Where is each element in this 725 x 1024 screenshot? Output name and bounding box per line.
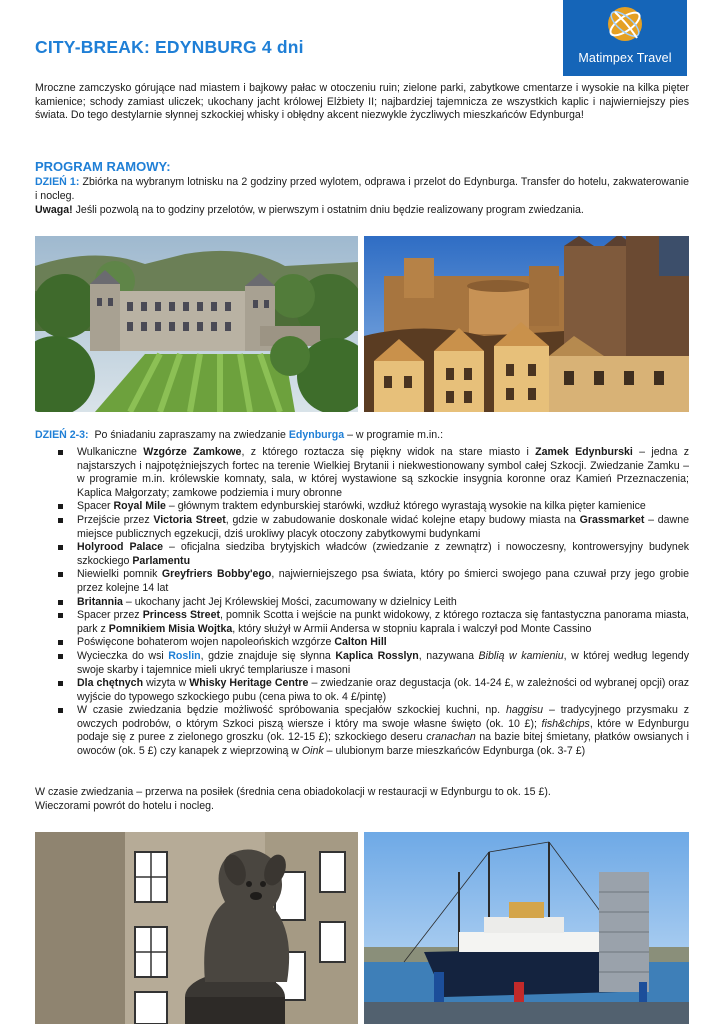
- day1-note: [35, 204, 689, 218]
- program-heading: PROGRAM RAMOWY:: [35, 159, 171, 174]
- list-item-text: , gdzie znajduje się słynna: [200, 649, 336, 662]
- list-item-text: – ukochany jacht Jej Królewskiej Mości, zacumowany w dzielnicy Leith: [122, 595, 457, 608]
- list-item-text: wizyta w: [143, 677, 190, 690]
- note-label: Uwaga!: [35, 204, 73, 216]
- list-item-text: , który służył w Armii Andersa w stopniu kaprala i walczył pod Monte Cassino: [232, 622, 592, 635]
- list-item-text: – jedna z najstarszych i najpotężniejszych fortec na terenie Wielkiej Brytanii i niekwestionowany symbol całej Szkocji. Zwiedzanie Zamku – w programie m.in. królewskie komnaty, sala, w której wystawione są szkockie insygnia koronne oraz Kamień Przeznaczenia; Kaplica Małgorzaty; zamkowe podziemia i mury obronne: [77, 446, 689, 499]
- brand-name: Matimpex Travel: [578, 51, 672, 65]
- list-item-text: Spacer: [77, 500, 114, 513]
- edinburgh-castle-photo: [364, 236, 689, 412]
- day23-intro-end: – w programie m.in.:: [344, 429, 444, 441]
- list-item-text: Parlamentu: [132, 554, 191, 567]
- list-item: [55, 650, 689, 677]
- bullet-square-icon: [58, 518, 63, 523]
- britannia-yacht-photo: [364, 832, 689, 1024]
- list-item-text: Poświęcone bohaterom wojen napoleońskich wzgórze: [77, 636, 335, 649]
- day23-intro-text: Po śniadaniu zapraszamy na zwiedzanie: [94, 429, 289, 441]
- list-item-text: na bazie bitej śmietany, płatków owsianych i owoców (ok. 5 £) czy kanapek z wieprzowiną w: [77, 731, 689, 758]
- intro-paragraph: Mroczne zamczysko górujące nad miastem i bajkowy pałac w otoczeniu ruin; zielone parki, zabytkowe cmentarze i wysokie na kilka pięter kamienice; schody zamiast uliczek; ukochany jacht królowej Elżbiety II; najbardziej tajemnicza ze wszystkich kaplic i najwierniejszy pies świata. Do tego destylarnie słynnej szkockiej whisky i obłędny akcent niezwykle życzliwych mieszkańców Edynburga!: [35, 82, 689, 121]
- list-item-text: Greyfriers Bobby'ego: [161, 568, 272, 581]
- bullet-square-icon: [58, 545, 63, 550]
- list-item-text: Grassmarket: [579, 513, 645, 526]
- lunch-note: W czasie zwiedzania – przerwa na posiłek (średnia cena obiadokolacji w restauracji w Edynburgu to ok. 15 £).: [35, 786, 551, 798]
- list-item: [55, 609, 689, 636]
- list-item-text: – zwiedzanie oraz degustacja (ok. 14-24 £, w zależności od wybranej opcji) oraz wyjście do typowego szkockiego pubu (cena piwa to ok. 4 £/pintę): [77, 677, 690, 703]
- list-item-text: Britannia: [77, 595, 123, 608]
- bullet-square-icon: [58, 600, 63, 605]
- day23-intro: [35, 429, 689, 443]
- evening-note: Wieczorami powrót do hotelu i nocleg.: [35, 800, 215, 812]
- list-item-text: Roslin: [168, 649, 201, 662]
- day23-city: Edynburga: [288, 429, 345, 441]
- list-item-text: Spacer przez: [77, 609, 143, 622]
- list-item-text: Royal Mile: [113, 500, 166, 513]
- list-item: [55, 596, 689, 610]
- list-item: [55, 568, 689, 595]
- list-item-text: Victoria Street: [153, 513, 226, 526]
- list-item-text: – dawne miejsce publicznych egzekucji, dziś urokliwy placyk otoczony zabytkowymi budynkami: [77, 513, 689, 540]
- list-item-text: Zamek Edynburski: [535, 446, 633, 458]
- list-item-text: Wulkaniczne: [77, 446, 144, 458]
- list-item-text: , które w Edynburgu podaje się z puree z zielonego groszku (ok. 12-15 £); szkockiego deseru: [77, 717, 689, 744]
- list-item-text: , w której według legendy swoje skarby i tajemnice mieli ukryć templariusze i masoni: [77, 649, 689, 676]
- list-item: [55, 514, 689, 541]
- note-text: Jeśli pozwolą na to godziny przelotów, w pierwszym i ostatnim dniu będzie realizowany program zwiedzania.: [72, 204, 584, 216]
- bullet-square-icon: [58, 613, 63, 618]
- list-item: [55, 446, 689, 500]
- list-item-text: Przejście przez: [77, 513, 154, 526]
- greyfriars-bobby-photo: [35, 832, 358, 1024]
- list-item-text: fish&chips: [541, 717, 590, 730]
- list-item-text: cranachan: [426, 731, 476, 744]
- list-item-text: – tradycyjnego przysmaku z owczych podrobów, o którym Szkoci piszą wiersze i który ma swoje własne święto (ok. 10 £);: [77, 704, 689, 730]
- brand-logo: [563, 0, 687, 76]
- list-item-text: Calton Hill: [334, 636, 387, 649]
- list-item: [55, 541, 689, 568]
- day1-text: Zbiórka na wybranym lotnisku na 2 godziny przed wylotem, odprawa i przelot do Edynburga. Transfer do hotelu, zakwaterowanie i nocleg.: [35, 176, 689, 202]
- list-item-text: Pomnikiem Misia Wojtka: [108, 622, 233, 635]
- list-item: [55, 500, 689, 514]
- list-item-text: Wzgórze Zamkowe: [143, 446, 242, 458]
- bullet-square-icon: [58, 504, 63, 509]
- list-item-text: Princess Street: [142, 609, 220, 622]
- list-item-text: Whisky Heritage Centre: [189, 677, 309, 690]
- list-item-text: Dla chętnych: [77, 677, 144, 690]
- bullet-square-icon: [58, 640, 63, 645]
- holyrood-palace-photo: [35, 236, 358, 412]
- list-item: [55, 677, 689, 704]
- list-item-text: , pomnik Scotta i wejście na punkt widokowy, z którego roztacza się fantastyczna panorama miasta, park z: [77, 609, 689, 635]
- list-item-text: – głównym traktem edynburskiej starówki, wzdłuż którego wyrastają wysokie na kilka pięter kamienice: [165, 500, 646, 513]
- list-item-text: Holyrood Palace: [77, 541, 164, 554]
- list-item-text: , nazywana: [418, 649, 479, 662]
- list-item-text: Kaplica Rosslyn: [335, 649, 419, 662]
- day1-label: DZIEŃ 1:: [35, 176, 80, 188]
- list-item-text: – ulubionym barze mieszkańców Edynburga (ok. 3-7 £): [323, 745, 586, 758]
- list-item-text: , gdzie w zabudowanie doskonale widać kolejne etapy budowy miasta na: [225, 513, 580, 526]
- list-item-text: , najwierniejszego psa świata, który po śmierci swojego pana czuwał przy jego grobie przez kolejne 14 lat: [77, 568, 689, 594]
- bullet-square-icon: [58, 572, 63, 577]
- bullet-square-icon: [58, 654, 63, 659]
- list-item-text: , z którego roztacza się piękny widok na stare miasto i: [241, 446, 536, 458]
- day1-paragraph: [35, 176, 689, 203]
- bullet-square-icon: [58, 681, 63, 686]
- list-item-text: haggisu: [505, 704, 544, 717]
- list-item: [55, 704, 689, 758]
- bullet-square-icon: [58, 708, 63, 713]
- list-item-text: – oficjalna siedziba brytyjskich władców (zwiedzanie z zewnątrz) i nowoczesny, kontrowersyjny budynek szkockiego: [77, 541, 690, 567]
- list-item-text: Biblią w kamieniu: [478, 649, 564, 662]
- program-list: [55, 446, 689, 759]
- bullet-square-icon: [58, 450, 63, 455]
- list-item: [55, 636, 689, 650]
- list-item-text: Oink: [301, 745, 324, 758]
- list-item-text: W czasie zwiedzania będzie możliwość spróbowania specjałów szkockiej kuchni, np.: [77, 704, 506, 717]
- list-item-text: Wycieczka do wsi: [77, 649, 169, 662]
- page-title: CITY-BREAK: EDYNBURG 4 dni: [35, 37, 304, 57]
- day23-label: DZIEŃ 2-3:: [35, 429, 89, 441]
- list-item-text: Niewielki pomnik: [77, 568, 162, 581]
